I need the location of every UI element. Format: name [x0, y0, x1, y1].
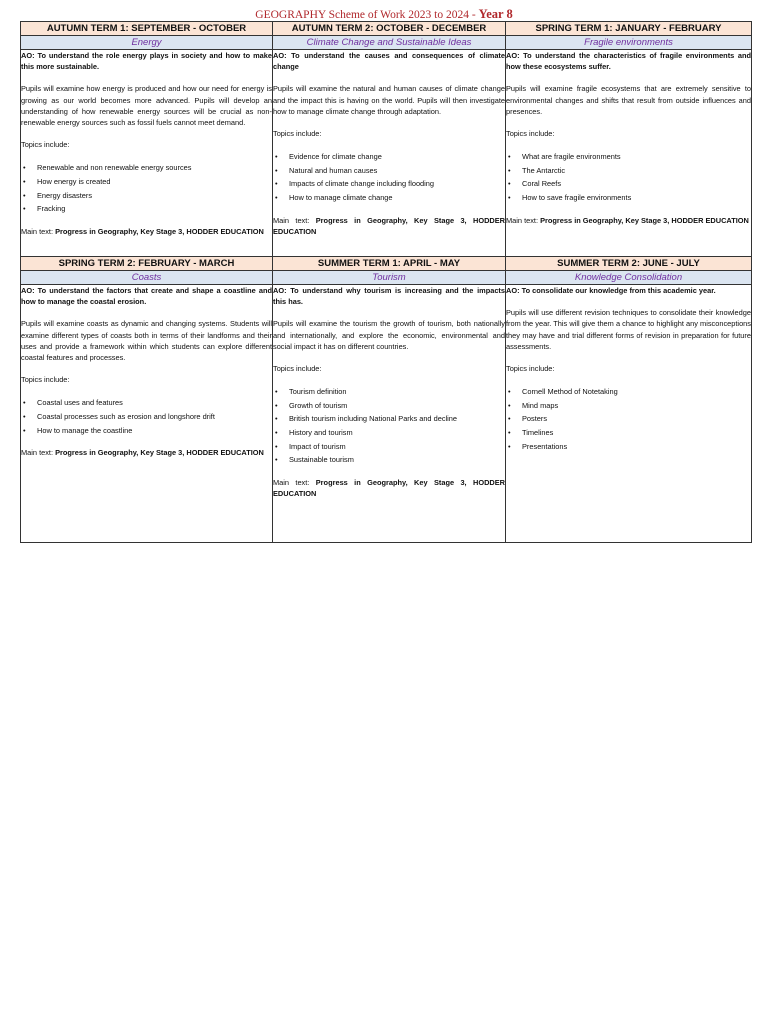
unit-theme: Energy — [21, 36, 273, 50]
main-text — [273, 477, 505, 499]
topic-item: • Sustainable tourism — [289, 453, 505, 467]
unit-details — [273, 285, 506, 543]
unit-details — [506, 285, 752, 543]
topic-item: • How energy is created — [37, 175, 272, 189]
content-row — [21, 285, 752, 543]
topics-label: Topics include: — [21, 140, 70, 150]
main-text — [273, 215, 505, 237]
topic-item: • How to manage climate change — [289, 191, 505, 205]
topic-item: • Impacts of climate change including flooding — [289, 177, 505, 191]
main-text — [506, 215, 751, 226]
topics-list — [506, 150, 751, 204]
unit-theme: Climate Change and Sustainable Ideas — [273, 36, 506, 50]
term-heading: AUTUMN TERM 2: OCTOBER - DECEMBER — [273, 22, 506, 36]
topics-label: Topics include: — [21, 375, 70, 385]
main-text-label: Main text: — [273, 215, 316, 225]
term-header-row — [21, 22, 752, 36]
topic-item: • Coastal uses and features — [37, 396, 272, 410]
topics-list — [506, 385, 751, 453]
main-text-label: Main text: — [506, 215, 541, 225]
assessment-objective: AO: To understand the causes and consequences of climate change — [273, 51, 505, 72]
main-text-title: Progress in Geography, Key Stage 3, HODDER EDUCATION — [273, 215, 506, 236]
title-year: Year 8 — [478, 7, 513, 21]
topic-item: • Presentations — [522, 440, 751, 454]
theme-row — [21, 271, 752, 285]
assessment-objective: AO: To understand the factors that create and shape a coastline and how to manage the coastal erosion. — [21, 286, 272, 307]
main-text-label: Main text: — [21, 226, 56, 236]
topics-label: Topics include: — [506, 364, 555, 374]
topic-item: • Growth of tourism — [289, 399, 505, 413]
term-heading: SUMMER TERM 2: JUNE - JULY — [506, 257, 752, 271]
topic-item: • Mind maps — [522, 399, 751, 413]
topic-item: • Timelines — [522, 426, 751, 440]
topic-item: • The Antarctic — [522, 164, 751, 178]
term-header-row — [21, 257, 752, 271]
unit-description: Pupils will examine the tourism the growth of tourism, both nationally and internationally, and explore the economic, environmental and social impact it has on different countries. — [273, 319, 505, 351]
topic-item: • British tourism including National Parks and decline — [289, 412, 505, 426]
theme-row — [21, 36, 752, 50]
main-text-label: Main text: — [21, 448, 56, 458]
document-title — [0, 7, 768, 22]
topic-item: • Cornell Method of Notetaking — [522, 385, 751, 399]
main-text-title: Progress in Geography, Key Stage 3, HODDER EDUCATION — [55, 226, 264, 236]
topic-item: • Fracking — [37, 202, 272, 216]
main-text-title: Progress in Geography, Key Stage 3, HODDER EDUCATION — [540, 215, 749, 225]
main-text-title: Progress in Geography, Key Stage 3, HODDER EDUCATION — [273, 477, 506, 498]
topics-label: Topics include: — [273, 129, 322, 139]
assessment-objective: AO: To understand the characteristics of fragile environments and how these ecosystems suffer. — [506, 51, 751, 72]
unit-details — [21, 285, 273, 543]
content-row — [21, 50, 752, 257]
topic-item: • Impact of tourism — [289, 440, 505, 454]
topic-item: • Natural and human causes — [289, 164, 505, 178]
unit-details — [506, 50, 752, 257]
unit-theme: Fragile environments — [506, 36, 752, 50]
scheme-of-work-table — [20, 21, 752, 543]
unit-description: Pupils will examine the natural and human causes of climate change and the impact this is having on the world. Pupils will then investigate how to manage climate change through adaptation. — [273, 84, 505, 116]
unit-description: Pupils will examine fragile ecosystems that are extremely sensitive to environmental changes and shifts that result from outside influences and presences. — [506, 84, 751, 116]
main-text — [21, 447, 272, 458]
topics-list — [273, 150, 505, 204]
topic-item: • Energy disasters — [37, 189, 272, 203]
topics-label: Topics include: — [273, 364, 322, 374]
unit-details — [21, 50, 273, 257]
topic-item: • What are fragile environments — [522, 150, 751, 164]
main-text-label: Main text: — [273, 477, 316, 487]
topics-list — [21, 161, 272, 215]
main-text-title: Progress in Geography, Key Stage 3, HODDER EDUCATION — [55, 448, 264, 458]
term-heading: SPRING TERM 2: FEBRUARY - MARCH — [21, 257, 273, 271]
unit-theme: Tourism — [273, 271, 506, 285]
topic-item: • Evidence for climate change — [289, 150, 505, 164]
topic-item: • How to save fragile environments — [522, 191, 751, 205]
term-heading: SUMMER TERM 1: APRIL - MAY — [273, 257, 506, 271]
term-heading: SPRING TERM 1: JANUARY - FEBRUARY — [506, 22, 752, 36]
unit-description: Pupils will use different revision techniques to consolidate their knowledge from the year. This will give them a chance to highlight any misconceptions they may have and trial different forms of revision in preparation for future assessments. — [506, 308, 751, 351]
term-heading: AUTUMN TERM 1: SEPTEMBER - OCTOBER — [21, 22, 273, 36]
topic-item: • How to manage the coastline — [37, 424, 272, 438]
unit-theme: Coasts — [21, 271, 273, 285]
unit-theme: Knowledge Consolidation — [506, 271, 752, 285]
assessment-objective: AO: To consolidate our knowledge from this academic year. — [506, 286, 716, 295]
topic-item: • Posters — [522, 412, 751, 426]
unit-description: Pupils will examine coasts as dynamic and changing systems. Students will examine different types of coasts both in terms of their landforms and their uses and provide a framework within which students can explore different coastal features and processes. — [21, 319, 272, 363]
topics-list — [21, 396, 272, 437]
assessment-objective: AO: To understand the role energy plays in society and how to make this more sustainable. — [21, 51, 272, 72]
assessment-objective: AO: To understand why tourism is increasing and the impacts this has. — [273, 286, 505, 307]
unit-description: Pupils will examine how energy is produced and how our need for energy is growing as our world becomes more advanced. Pupils will develop an understanding of how renewable energy sources will be crucial as non-renewable energy sources such as fossil fuels cannot meet demand. — [21, 84, 272, 128]
topics-label: Topics include: — [506, 129, 555, 139]
topic-item: • Renewable and non renewable energy sources — [37, 161, 272, 175]
unit-details — [273, 50, 506, 257]
topic-item: • Coastal processes such as erosion and longshore drift — [37, 410, 272, 424]
title-main: GEOGRAPHY Scheme of Work 2023 to 2024 - — [255, 9, 479, 21]
topic-item: • Coral Reefs — [522, 177, 751, 191]
main-text — [21, 226, 272, 237]
topics-list — [273, 385, 505, 467]
topic-item: • History and tourism — [289, 426, 505, 440]
topic-item: • Tourism definition — [289, 385, 505, 399]
